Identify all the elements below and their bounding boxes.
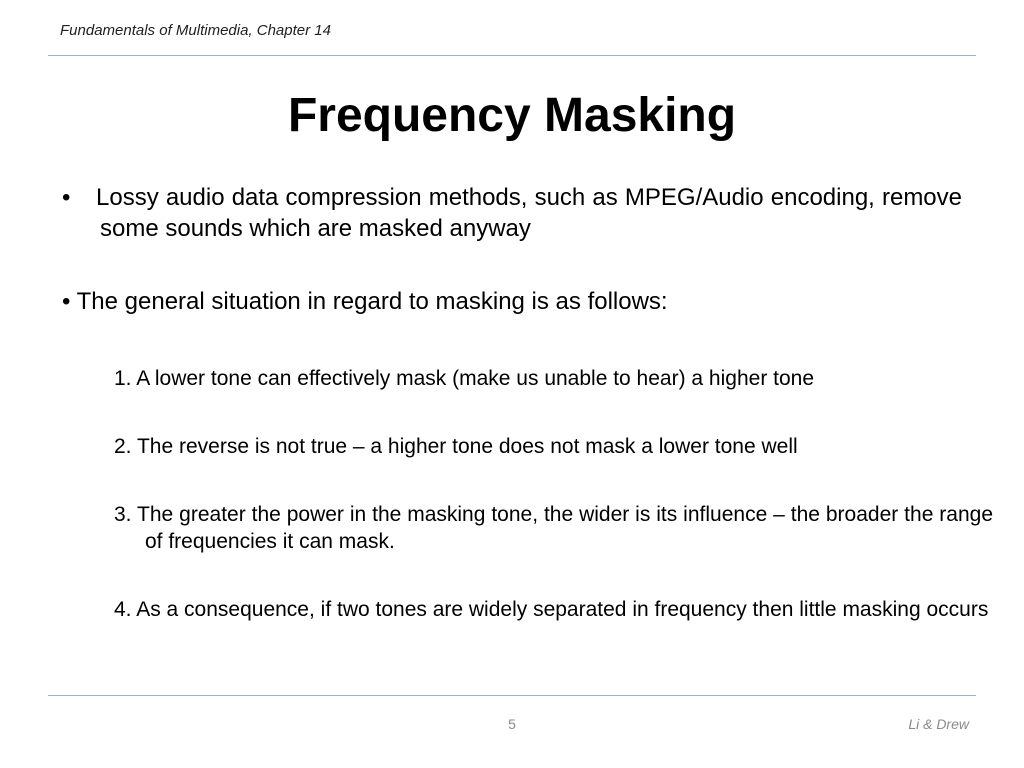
bullet-point: • The general situation in regard to masking is as follows: bbox=[62, 288, 668, 315]
bottom-divider bbox=[48, 695, 976, 696]
numbered-item: 4. As a consequence, if two tones are widely separated in frequency then little masking occurs bbox=[114, 598, 989, 621]
bullet-point bbox=[62, 182, 962, 244]
bullet-mark: • bbox=[62, 184, 71, 211]
chapter-header: Fundamentals of Multimedia, Chapter 14 bbox=[60, 22, 331, 39]
slide-title: Frequency Masking bbox=[287, 89, 737, 142]
slide-body bbox=[62, 182, 993, 664]
numbered-item: 1. A lower tone can effectively mask (make us unable to hear) a higher tone bbox=[114, 367, 815, 390]
footer-authors: Li & Drew bbox=[908, 716, 969, 732]
bullet-text: Lossy audio data compression methods, such as MPEG/Audio encoding, remove some sounds which are masked anyway bbox=[96, 184, 962, 242]
top-divider bbox=[48, 55, 976, 56]
numbered-item: 2. The reverse is not true – a higher tone does not mask a lower tone well bbox=[114, 435, 798, 458]
page-number: 5 bbox=[508, 716, 516, 732]
numbered-item: 3. The greater the power in the masking tone, the wider is its influence – the broader the range of frequencies it can mask. bbox=[114, 503, 993, 553]
